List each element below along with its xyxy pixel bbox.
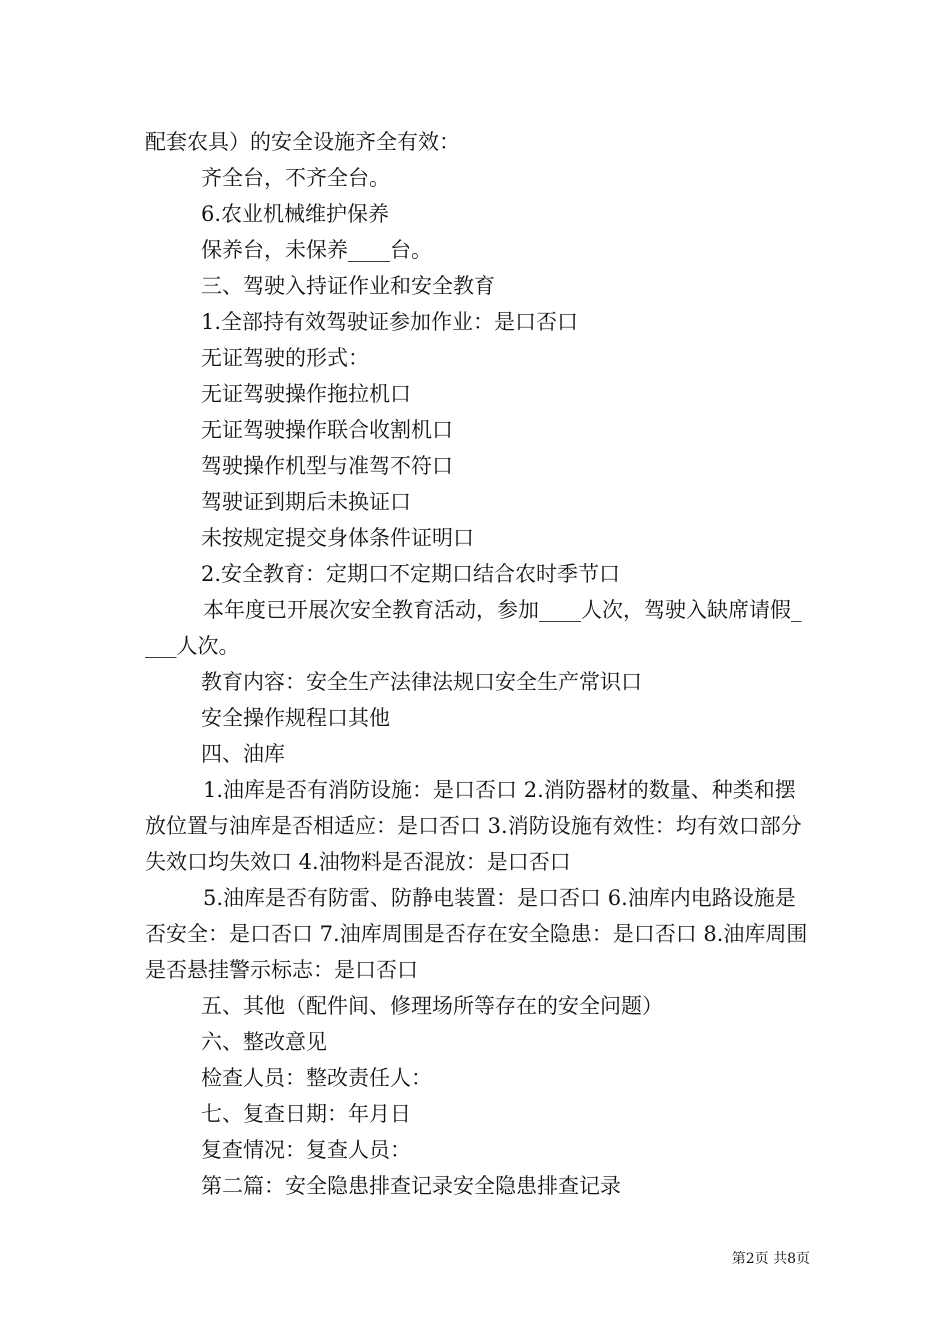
oil-depot-paragraph-1: 1.油库是否有消防设施：是口否口 2.消防器材的数量、种类和摆放位置与油库是否相适应：是口否口 3.消防设施有效性：均有效口部分失效口均失效口 4.油物料是否混放：是口否口 (145, 778, 802, 874)
oil-depot-paragraph-2: 5.油库是否有防雷、防静电装置：是口否口 6.油库内电路设施是否安全：是口否口 7.油库周围是否存在安全隐患：是口否口 8.油库周围是否悬挂警示标志：是口否口 (145, 886, 808, 982)
text-line: 复查情况：复查人员： (201, 1138, 411, 1162)
text-line: 配套农具）的安全设施齐全有效： (145, 130, 460, 154)
text-line: 保养台，未保养____台。 (201, 238, 432, 262)
text-line: 2.安全教育：定期口不定期口结合农时季节口 (201, 562, 621, 586)
section-heading: 七、复查日期：年月日 (201, 1102, 411, 1126)
text-line: 未按规定提交身体条件证明口 (201, 526, 474, 550)
chapter-heading: 第二篇：安全隐患排查记录安全隐患排查记录 (201, 1174, 621, 1198)
footer-end: 页 (796, 1251, 810, 1267)
section-heading: 三、驾驶入持证作业和安全教育 (201, 274, 495, 298)
page-footer (0, 1250, 810, 1268)
total-pages: 8 (787, 1251, 796, 1267)
text-line: 6.农业机械维护保养 (201, 202, 390, 226)
footer-label: 第 (731, 1251, 746, 1267)
text-line: 无证驾驶的形式： (201, 346, 369, 370)
document-body (145, 124, 810, 1204)
text-line: 1.全部持有效驾驶证参加作业：是口否口 (201, 310, 579, 334)
text-line: 驾驶证到期后未换证口 (201, 490, 411, 514)
text-line: 驾驶操作机型与准驾不符口 (201, 454, 453, 478)
text-line: 无证驾驶操作拖拉机口 (201, 382, 411, 406)
education-activity-paragraph: 本年度已开展次安全教育活动，参加____人次，驾驶入缺席请假____人次。 (145, 598, 802, 658)
text-line: 检查人员：整改责任人： (201, 1066, 432, 1090)
text-line: 齐全台，不齐全台。 (201, 166, 390, 190)
current-page-number: 2 (745, 1251, 755, 1267)
section-heading: 四、油库 (201, 742, 285, 766)
footer-mid: 页 共 (754, 1251, 788, 1267)
section-heading: 五、其他（配件间、修理场所等存在的安全问题） (201, 994, 663, 1018)
section-heading: 六、整改意见 (201, 1030, 327, 1054)
text-line: 无证驾驶操作联合收割机口 (201, 418, 453, 442)
text-line: 教育内容：安全生产法律法规口安全生产常识口 (201, 670, 642, 694)
text-line: 安全操作规程口其他 (201, 706, 390, 730)
